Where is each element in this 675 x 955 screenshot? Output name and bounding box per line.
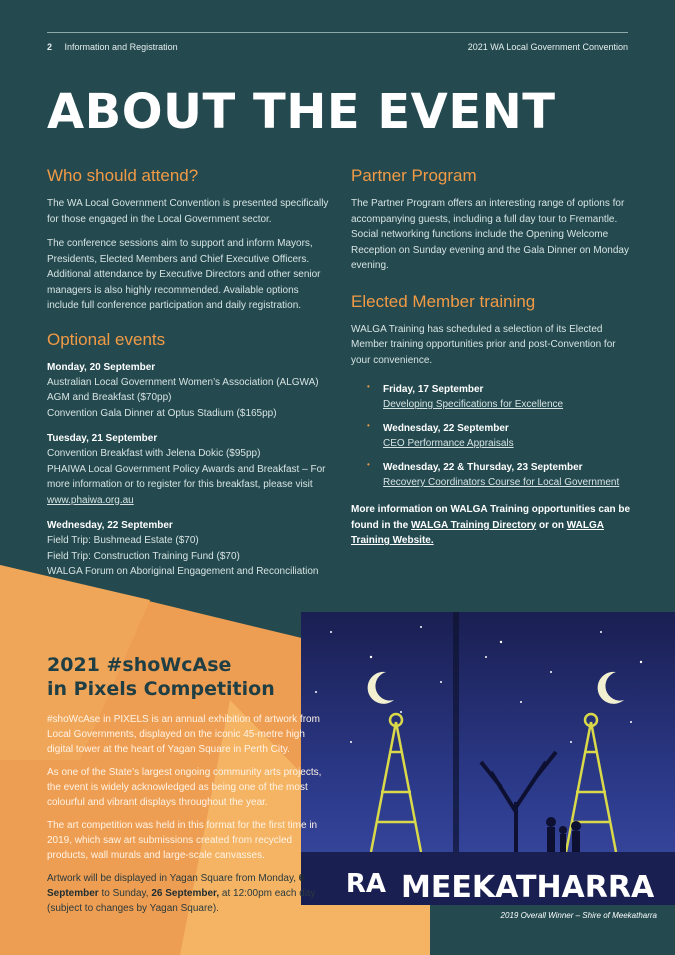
event-line: Convention Breakfast with Jelena Dokic ($95pp) bbox=[47, 448, 261, 459]
p4-text-e: at 12:00pm each day (subject to changes by Yagan Square). bbox=[47, 888, 316, 914]
competition-title-line1: 2021 #shoWcAse bbox=[47, 654, 232, 676]
p4-start-date: 6 September bbox=[47, 873, 305, 899]
training-course-link[interactable]: Recovery Coordinators Course for Local Government bbox=[383, 477, 620, 488]
page-number: 2 bbox=[47, 42, 53, 52]
more-info-a: More information on WALGA Training opportunities can be found in the bbox=[351, 504, 631, 531]
meekatharra-artwork bbox=[301, 612, 675, 905]
artwork-town-name: MEEKATHARRA bbox=[401, 870, 655, 905]
section-name: Information and Registration bbox=[64, 42, 178, 52]
who-paragraph-2: The conference sessions aim to support and inform Mayors, Presidents, Elected Members and Chief Executive Officers. Additional attendance by Executive Directors and other senior managers is also highly recommended. Available options include full conference participation and daily registration. bbox=[47, 238, 321, 311]
event-line: Field Trip: Construction Training Fund ($70) bbox=[47, 550, 240, 562]
training-heading: Elected Member training bbox=[351, 291, 536, 311]
page-header-right: 2021 WA Local Government Convention bbox=[467, 42, 628, 52]
event-line: Convention Gala Dinner at Optus Stadium ($165pp) bbox=[47, 407, 277, 419]
competition-body bbox=[47, 712, 322, 924]
event-day: Wednesday, 22 September bbox=[47, 520, 173, 531]
competition-paragraph-4 bbox=[47, 871, 322, 916]
who-paragraph-1: The WA Local Government Convention is presented specifically for those engaged in the Local Government sector. bbox=[47, 198, 329, 225]
training-day: • Wednesday, 22 & Thursday, 23 September bbox=[383, 462, 583, 473]
phaiwa-link[interactable]: www.phaiwa.org.au bbox=[47, 494, 134, 506]
p4-text-a: Artwork will be displayed in Yagan Square from Monday, bbox=[47, 873, 297, 884]
who-heading: Who should attend? bbox=[47, 166, 199, 185]
competition-title-line2: in Pixels Competition bbox=[47, 678, 275, 700]
competition-paragraph-3: The art competition was held in this format for the first time in 2019, which saw art submissions created from recycled products, wall murals and large-scale canvasses. bbox=[47, 820, 318, 861]
artwork-partial-text: RA bbox=[345, 869, 386, 899]
event-line: WALGA Forum on Aboriginal Engagement and Reconciliation bbox=[47, 566, 319, 577]
event-line: Australian Local Government Women’s Association (ALGWA) AGM and Breakfast ($70pp) bbox=[47, 376, 319, 403]
training-paragraph: WALGA Training has scheduled a selection of its Elected Member training opportunities prior and post-Convention for your convenience. bbox=[351, 323, 616, 366]
partner-paragraph: The Partner Program offers an interesting range of options for accompanying guests, including a full day tour to Fremantle. Social networking functions include the Opening Welcome Reception on Sunday evening and the Gala Dinner on Monday evening. bbox=[351, 198, 629, 271]
event-line: Field Trip: Bushmead Estate ($70) bbox=[47, 535, 199, 546]
p4-text-c: to Sunday, bbox=[101, 888, 149, 899]
competition-paragraph-2: As one of the State’s largest ongoing community arts projects, the event is widely acknowledged as being one of the most colourful and vibrant displays throughout the year. bbox=[47, 767, 322, 808]
competition-paragraph-1: #shoWcAse in PIXELS is an annual exhibition of artwork from Local Governments, displayed on the iconic 45-metre high digital tower at the heart of Yagan Square in Perth City. bbox=[47, 714, 320, 755]
partner-heading: Partner Program bbox=[351, 166, 477, 185]
competition-title bbox=[47, 653, 275, 701]
more-info-b: or on bbox=[538, 519, 564, 531]
optional-heading: Optional events bbox=[47, 329, 166, 349]
event-line-text: PHAIWA Local Government Policy Awards and Breakfast – For more information or to register for this breakfast, please visit bbox=[47, 463, 326, 490]
p4-end-date: 26 September, bbox=[151, 888, 220, 899]
artwork-caption: 2019 Overall Winner – Shire of Meekatharra bbox=[500, 911, 657, 920]
event-day: Monday, 20 September bbox=[47, 361, 156, 373]
training-website-link[interactable]: WALGA Training Website. bbox=[351, 519, 604, 546]
event-day: Tuesday, 21 September bbox=[47, 433, 158, 444]
training-day: • Wednesday, 22 September bbox=[383, 423, 509, 434]
training-course-link[interactable]: Developing Specifications for Excellence bbox=[383, 399, 564, 410]
training-day: • Friday, 17 September bbox=[383, 384, 484, 395]
training-directory-link[interactable]: WALGA Training Directory bbox=[411, 519, 537, 531]
page-title: ABOUT THE EVENT bbox=[47, 84, 556, 140]
training-course-link[interactable]: CEO Performance Appraisals bbox=[383, 438, 514, 449]
